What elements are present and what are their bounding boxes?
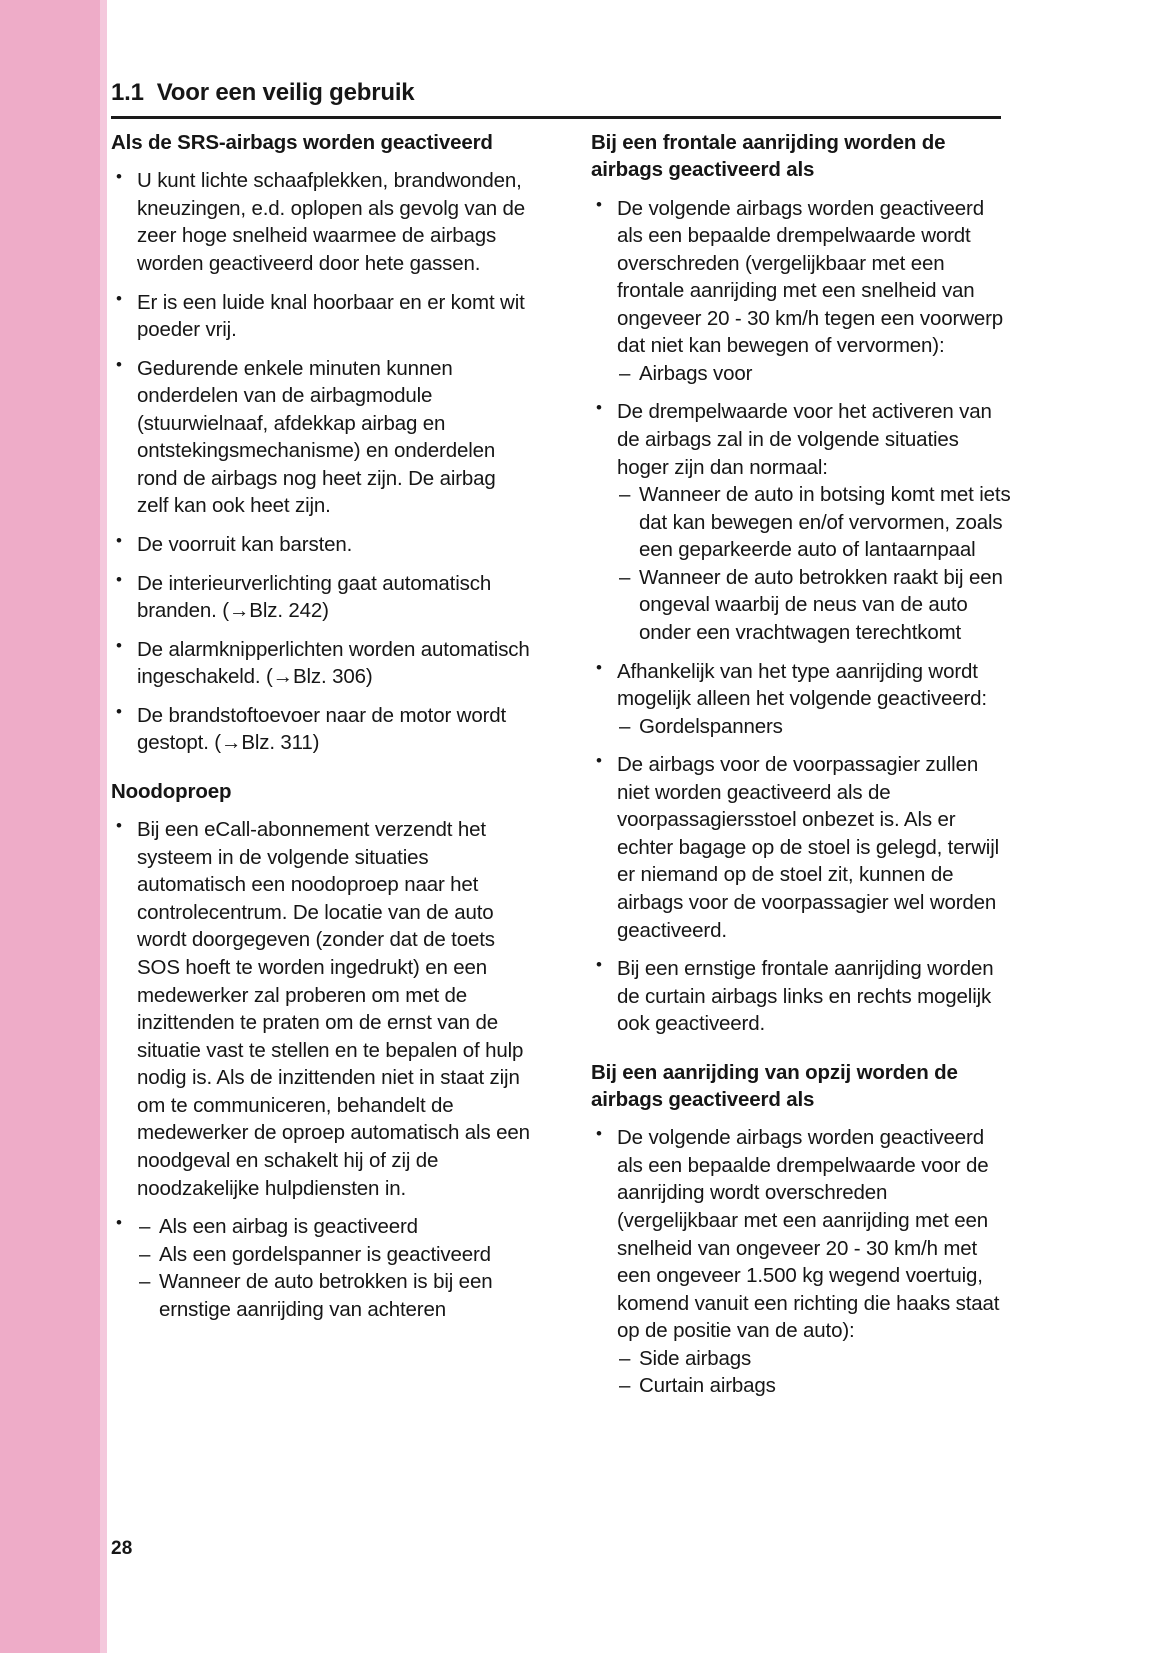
list-item: • Bij een eCall-abonnement verzendt het systeem in de volgende situaties automatisch een noodoproep naar het controlecentrum. De locatie van de auto wordt doorgegeven (zonder dat de toets SOS hoeft te worden ingedrukt) en een medewerker zal proberen om met de inzittenden te praten om de ernst van de situatie vast te stellen en te bepalen of hulp nodig is. Als de inzittenden niet in staat zijn om te communiceren, behandelt de medewerker de oproep automatisch als een noodgeval en schakelt hij of zij de noodzakelijke hulpdiensten in. [111,816,531,1202]
list-item: • U kunt lichte schaafplekken, brandwonden, kneuzingen, e.d. oplopen als gevolg van de zeer hoge snelheid waarmee de airbags worden geactiveerd door hete gassen. [111,167,531,277]
two-column-body [111,129,1011,1411]
sub-list-item: – Curtain airbags [617,1372,1011,1400]
sub-list-item: – Wanneer de auto betrokken raakt bij een ongeval waarbij de neus van de auto onder een vrachtwagen terechtkomt [617,564,1011,647]
sub-list [617,481,1011,646]
list-item: • De voorruit kan barsten. [111,531,531,559]
list-item: • De alarmknipperlichten worden automatisch ingeschakeld. (→Blz. 306) [111,636,531,691]
list-item: • De interieurverlichting gaat automatisch branden. (→Blz. 242) [111,570,531,625]
list-item [591,658,1011,741]
list-item: • Gedurende enkele minuten kunnen onderdelen van de airbagmodule (stuurwielnaaf, afdekkap airbag en ontstekingsmechanisme) en onderdelen rond de airbags nog heet zijn. De airbag zelf kan ook heet zijn. [111,355,531,520]
page-title [111,79,1001,119]
sub-list-item: – Gordelspanners [617,713,1011,741]
list-item: • Bij een ernstige frontale aanrijding worden de curtain airbags links en rechts mogelijk ook geactiveerd. [591,955,1011,1038]
sub-list-item: – Side airbags [617,1345,1011,1373]
chapter-thumb-tab [0,0,100,1653]
sub-list-item: – Als een gordelspanner is geactiveerd [137,1241,531,1269]
srs-airbags-bullet-list [111,167,531,757]
sub-list [617,360,1011,388]
section-heading-srs-airbags: Als de SRS-airbags worden geactiveerd [111,131,493,154]
list-item-subgroup [111,1213,531,1323]
list-item-text: De volgende airbags worden geactiveerd als een bepaalde drempelwaarde voor de aanrijding wordt overschreden (vergelijkbaar met een aanrijding met een snelheid van ongeveer 20 - 30 km/h met een ongeveer 1.500 kg wegend voertuig, komend vanuit een richting die haaks staat op de positie van de auto): [617,1126,1000,1343]
page-number: 28 [111,1538,133,1559]
noodoproep-bullet-list [111,816,531,1323]
sub-list-item: – Wanneer de auto betrokken is bij een ernstige aanrijding van achteren [137,1268,531,1323]
aanrijding-opzij-bullet-list [591,1124,1011,1400]
section-heading-aanrijding-opzij: Bij een aanrijding van opzij worden de airbags geactiveerd als [591,1060,958,1112]
sub-list-item: – Airbags voor [617,360,1011,388]
list-item-text: De drempelwaarde voor het activeren van de airbags zal in de volgende situaties hoger zijn dan normaal: [617,400,992,479]
list-item [591,398,1011,646]
list-item: • De brandstoftoevoer naar de motor wordt gestopt. (→Blz. 311) [111,702,531,757]
section-heading-frontale-aanrijding: Bij een frontale aanrijding worden de airbags geactiveerd als [591,131,946,182]
list-item: • De airbags voor de voorpassagier zullen niet worden geactiveerd als de voorpassagiersstoel onbezet is. Als er echter bagage op de stoel is gelegd, terwijl er niemand op de stoel zit, kunnen de airbags voor de voorpassagier wel worden geactiveerd. [591,751,1011,944]
list-item [591,195,1011,388]
sub-list [617,713,1011,741]
right-column [591,129,1011,1411]
frontale-aanrijding-bullet-list [591,195,1011,1038]
sub-list [617,1345,1011,1400]
chapter-number: 1.1 [111,79,144,106]
sub-list-item: – Wanneer de auto in botsing komt met iets dat kan bewegen en/of vervormen, zoals een geparkeerde auto of lantaarnpaal [617,481,1011,564]
list-item-text: Afhankelijk van het type aanrijding wordt mogelijk alleen het volgende geactiveerd: [617,659,987,711]
list-item [591,1124,1011,1400]
page-content [111,0,1111,1653]
noodoproep-sub-list [137,1213,531,1323]
list-item: • Er is een luide knal hoorbaar en er komt wit poeder vrij. [111,289,531,344]
chapter-title: Voor een veilig gebruik [156,79,415,106]
section-heading-noodoproep: Noodoproep [111,779,232,803]
list-item-text: De volgende airbags worden geactiveerd als een bepaalde drempelwaarde wordt overschreden (vergelijkbaar met een frontale aanrijding met een snelheid van ongeveer 20 - 30 km/h tegen een voorwerp dat niet kan bewegen of vervormen): [617,196,1004,358]
chapter-edge-strip [100,0,107,1653]
left-column [111,129,531,1411]
sub-list-item: – • Als een airbag is geactiveerd [137,1213,531,1241]
